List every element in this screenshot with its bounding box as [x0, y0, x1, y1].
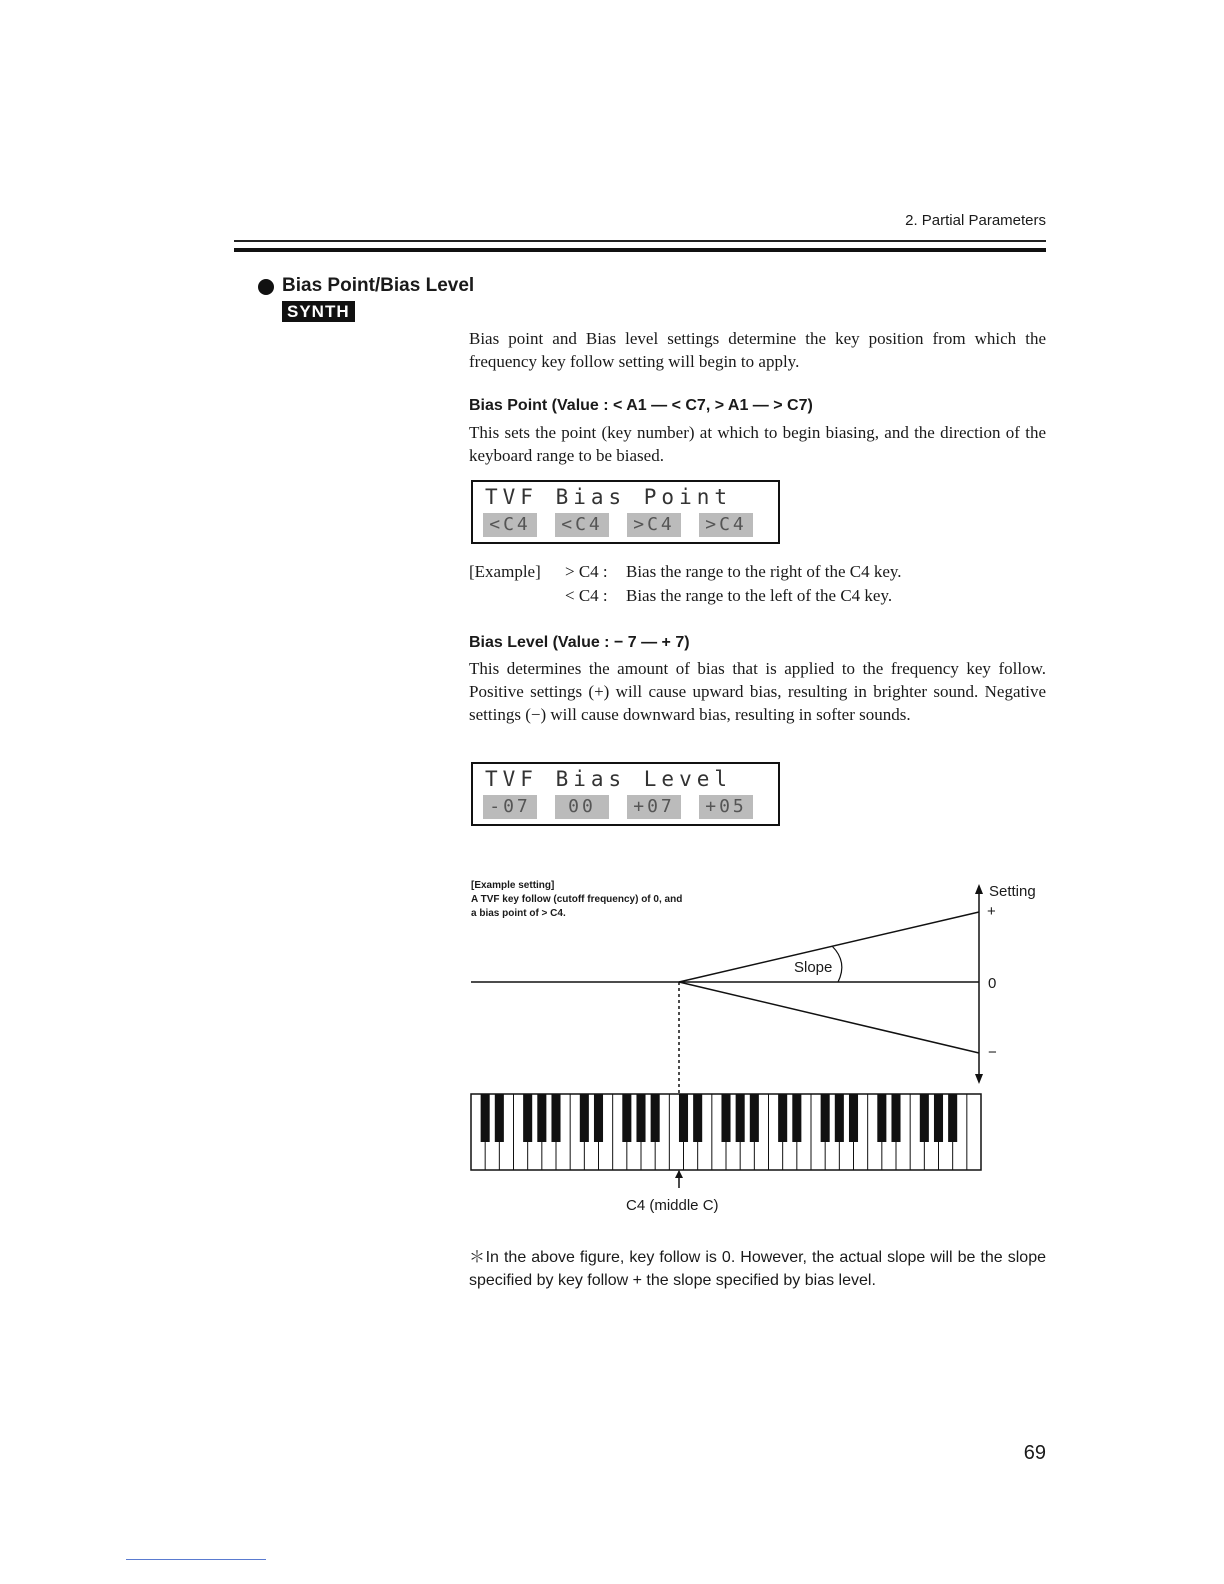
black-key [849, 1094, 858, 1142]
middle-c-arrow [675, 1170, 683, 1178]
slope-label: Slope [794, 959, 833, 976]
minus-label: − [988, 1044, 997, 1061]
black-key [835, 1094, 844, 1142]
axis-arrow-up [975, 884, 983, 894]
black-key [580, 1094, 589, 1142]
black-key [877, 1094, 886, 1142]
bias-level-heading: Bias Level (Value : − 7 — + 7) [469, 634, 690, 651]
black-key [920, 1094, 929, 1142]
bias-point-description: This sets the point (key number) at which to begin biasing, and the direction of the keyboard range to be biased. [469, 423, 1046, 465]
lcd-value: >C4 [627, 513, 681, 537]
example-tag: [Example] [469, 562, 541, 581]
bias-point-heading: Bias Point (Value : < A1 — < C7, > A1 — > C7) [469, 397, 813, 414]
black-key [891, 1094, 900, 1142]
setting-label: Setting [989, 883, 1036, 900]
example-key: > C4 : [565, 562, 608, 581]
header-rule-thin [234, 240, 1046, 242]
black-key [821, 1094, 830, 1142]
black-key [481, 1094, 490, 1142]
lcd-value: <C4 [483, 513, 537, 537]
lcd-title: TVF Bias Point [485, 485, 733, 509]
caption-line: [Example setting] [471, 880, 555, 891]
section-title: Bias Point/Bias Level [282, 275, 475, 296]
keyboard [471, 1094, 981, 1170]
caption-line: a bias point of > C4. [471, 908, 566, 919]
example-text: Bias the range to the right of the C4 key. [626, 562, 902, 581]
black-key [594, 1094, 603, 1142]
black-key [750, 1094, 759, 1142]
bias-diagram [460, 870, 1060, 1190]
plus-label: + [987, 903, 996, 920]
bias-level-description: This determines the amount of bias that is applied to the frequency key follow. Positive settings (+) will cause upward bias, resulting in brighter sound. Negative settings (−) will cause downward bias, resulting in softer sounds. [469, 659, 1046, 724]
lcd-bias-level [471, 762, 780, 826]
black-key [636, 1094, 645, 1142]
black-key [551, 1094, 560, 1142]
black-key [622, 1094, 631, 1142]
axis-arrow-down [975, 1074, 983, 1084]
zero-label: 0 [988, 975, 997, 992]
black-key [934, 1094, 943, 1142]
page-number: 69 [1023, 1442, 1046, 1464]
middle-c-label: C4 (middle C) [626, 1197, 719, 1214]
caption-line: A TVF key follow (cutoff frequency) of 0, and [471, 894, 683, 905]
lcd-value: >C4 [699, 513, 753, 537]
synth-badge: SYNTH [282, 301, 355, 322]
black-key [721, 1094, 730, 1142]
example-text: Bias the range to the left of the C4 key. [626, 586, 893, 605]
black-key [792, 1094, 801, 1142]
running-header: 2. Partial Parameters [905, 212, 1046, 229]
lcd-value: 00 [555, 795, 609, 819]
black-key [778, 1094, 787, 1142]
example-key: < C4 : [565, 586, 608, 605]
header-rule-thick [234, 248, 1046, 252]
black-key [736, 1094, 745, 1142]
lcd-bias-point [471, 480, 780, 544]
lcd-value: -07 [483, 795, 537, 819]
slope-arc [832, 946, 842, 982]
lcd-value: +07 [627, 795, 681, 819]
black-key [693, 1094, 702, 1142]
black-key [679, 1094, 688, 1142]
bottom-link-rule [126, 1559, 266, 1560]
downward-slope-line [679, 982, 979, 1053]
footnote-text: ＊In the above figure, key follow is 0. However, the actual slope will be the slope specified by key follow + the slope specified by bias level. [469, 1249, 1046, 1289]
black-key [537, 1094, 546, 1142]
black-key [523, 1094, 532, 1142]
bullet-icon [258, 279, 274, 295]
lcd-value: <C4 [555, 513, 609, 537]
black-key [651, 1094, 660, 1142]
black-key [495, 1094, 504, 1142]
black-key [948, 1094, 957, 1142]
footnote [469, 1246, 1046, 1292]
lcd-title: TVF Bias Level [485, 767, 733, 791]
lcd-value: +05 [699, 795, 753, 819]
intro-paragraph: Bias point and Bias level settings determine the key position from which the frequency key follow setting will begin to apply. [469, 329, 1046, 371]
